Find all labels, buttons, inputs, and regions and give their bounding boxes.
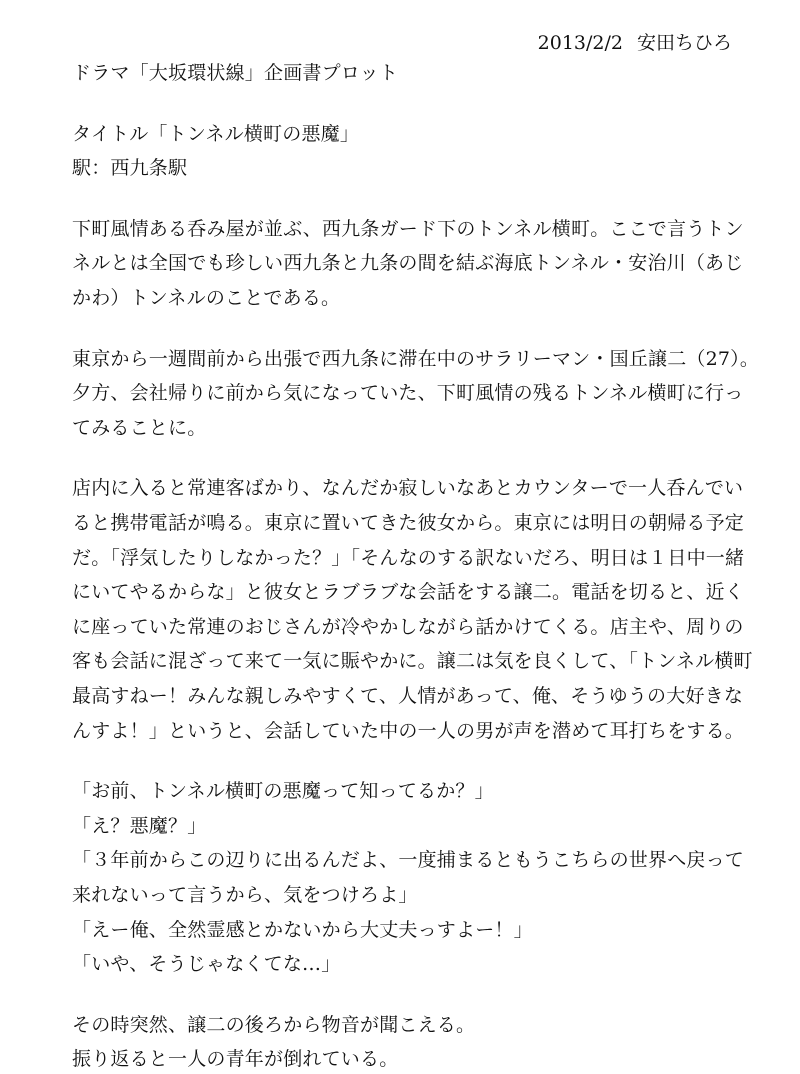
paragraph-line: 下町風情ある呑み屋が並ぶ、西九条ガード下のトンネル横町。ここで言うトン [72,218,744,240]
plot-title: タイトル「トンネル横町の悪魔」 [72,123,360,145]
paragraph-line: その時突然、譲二の後ろから物音が聞こえる。 [72,1014,476,1036]
paragraph-line: に座っていた常連のおじさんが冷やかしながら話かけてくる。店主や、周りの [72,616,744,638]
document-date: 2013/2/2 [537,32,623,54]
paragraph-line: 店内に入ると常連客ばかり、なんだか寂しいなあとカウンターで一人呑んでい [72,477,744,499]
document-heading: ドラマ「大坂環状線」企画書プロット [72,62,399,84]
date-author [538,28,732,58]
paragraph-line: だ。「浮気したりしなかった？」「そんなのする訳ないだろ、明日は１日中一緒 [72,547,745,569]
paragraph-line: にいてやるからな」と彼女とラブラブな会話をする譲二。電話を切ると、近く [72,581,745,603]
paragraph-line: 東京から一週間前から出張で西九条に滞在中のサラリーマン・国丘譲二（27）。 [72,348,760,370]
paragraph-line: 振り返ると一人の青年が倒れている。 [72,1048,399,1070]
paragraph-line: んすよ！」というと、会話していた中の一人の男が声を潜めて耳打ちをする。 [72,720,745,742]
paragraph-line: ネルとは全国でも珍しい西九条と九条の間を結ぶ海底トンネル・安治川（あじ [72,252,744,274]
plot-station: 駅：西九条駅 [72,157,188,179]
dialogue-line: 「え？悪魔？」 [72,815,207,837]
paragraph-line: てみることに。 [72,417,207,439]
dialogue-line: 「お前、トンネル横町の悪魔って知ってるか？」 [72,780,494,802]
dialogue-line: 「いや、そうじゃなくてな…」 [72,953,341,975]
dialogue-line: 「えー俺、全然霊感とかないから大丈夫っすよー！」 [72,919,533,941]
document-author: 安田ちひろ [636,32,732,54]
paragraph-line: 夕方、会社帰りに前から気になっていた、下町風情の残るトンネル横町に行っ [72,382,744,404]
paragraph-line: 客も会話に混ざって来て一気に賑やかに。譲二は気を良くして、「トンネル横町 [72,650,753,672]
paragraph-line: かわ）トンネルのことである。 [72,287,341,309]
paragraph-line: 最高すねー！みんな親しみやすくて、人情があって、俺、そうゆうの大好きな [72,685,744,707]
paragraph-line: ると携帯電話が鳴る。東京に置いてきた彼女から。東京には明日の朝帰る予定 [72,512,745,534]
dialogue-line: 「３年前からこの辺りに出るんだよ、一度捕まるともうこちらの世界へ戻って [72,849,745,871]
dialogue-line: 来れないって言うから、気をつけろよ」 [72,884,418,906]
